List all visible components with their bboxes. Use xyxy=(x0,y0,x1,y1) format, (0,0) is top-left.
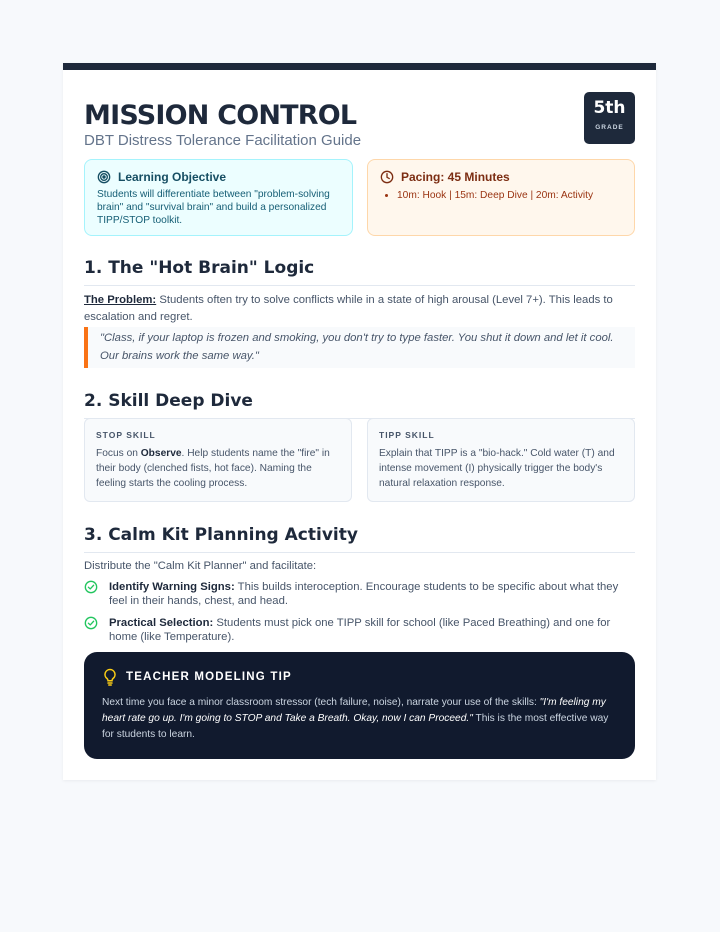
section-heading-hot-brain: 1. The "Hot Brain" Logic xyxy=(84,258,635,286)
tipp-skill-title: TIPP SKILL xyxy=(379,430,435,440)
tip-title: TEACHER MODELING TIP xyxy=(126,671,292,683)
problem-text: Students often try to solve conflicts while in a state of high arousal (Level 7+). This leads to escalation and regret. xyxy=(84,294,613,323)
target-icon xyxy=(97,170,111,184)
list-item xyxy=(84,616,635,644)
grade-label: GRADE xyxy=(595,124,624,131)
practical-selection-text: Students must pick one TIPP skill for school (like Paced Breathing) and one for home (like Temperature). xyxy=(109,617,611,643)
pacing-title: Pacing: 45 Minutes xyxy=(401,170,510,184)
analogy-quote: "Class, if your laptop is frozen and smoking, you don't try to type faster. You shut it down and let it cool. Our brains work the same way." xyxy=(84,327,635,368)
list-item xyxy=(84,580,635,608)
page-title: MISSION CONTROL xyxy=(84,100,357,131)
objective-title: Learning Objective xyxy=(118,170,227,184)
page-subtitle: DBT Distress Tolerance Facilitation Guide xyxy=(84,132,362,149)
grade-number: 5th xyxy=(593,98,626,118)
objective-text: Students will differentiate between "problem-solving brain" and "survival brain" and build a personalized TIPP/STOP toolkit. xyxy=(97,189,330,226)
pacing-list xyxy=(380,190,622,201)
section-heading-skill-deep-dive: 2. Skill Deep Dive xyxy=(84,391,635,419)
pacing-card xyxy=(367,159,635,236)
check-circle-icon xyxy=(84,616,98,630)
warning-signs-text: This builds interoception. Encourage students to be specific about what they feel in their hands, chest, and head. xyxy=(109,581,619,607)
tipp-skill-text: Explain that TIPP is a "bio-hack." Cold water (T) and intense movement (I) physically trigger the body's natural relaxation response. xyxy=(379,448,615,489)
problem-paragraph xyxy=(84,292,635,326)
section-heading-calm-kit: 3. Calm Kit Planning Activity xyxy=(84,525,635,553)
warning-signs-label: Identify Warning Signs: xyxy=(109,581,235,593)
problem-label: The Problem: xyxy=(84,294,157,306)
practical-selection-label: Practical Selection: xyxy=(109,617,214,629)
clock-icon xyxy=(380,170,394,184)
pacing-item: • 10m: Hook | 15m: Deep Dive | 20m: Activity xyxy=(397,190,622,201)
tip-text: Next time you face a minor classroom stressor (tech failure, noise), narrate your use of the skills: "I'm feeling my heart rate go up. I'm going to STOP and Take a Breath. Okay, now I can Proceed." This is the most effective way for students to learn. xyxy=(102,697,609,740)
grade-badge xyxy=(584,92,635,144)
guide-sheet xyxy=(63,63,656,780)
learning-objective-card xyxy=(84,159,353,236)
stop-skill-card xyxy=(84,418,352,502)
stop-skill-text: Focus on Observe. Help students name the "fire" in their body (clenched fists, hot face). Naming the feeling starts the cooling process. xyxy=(96,448,330,489)
tip-script-quote: "I'm feeling my heart rate go up. I'm going to STOP and Take a Breath. Okay, now I can Proceed." xyxy=(102,697,606,724)
observe-keyword: Observe xyxy=(140,448,182,459)
lightbulb-icon xyxy=(102,668,118,686)
activity-intro: Distribute the "Calm Kit Planner" and facilitate: xyxy=(84,560,317,572)
stop-skill-title: STOP SKILL xyxy=(96,430,156,440)
check-circle-icon xyxy=(84,580,98,594)
teacher-tip-callout xyxy=(84,652,635,759)
tipp-skill-card xyxy=(367,418,635,502)
page-header xyxy=(84,92,635,152)
